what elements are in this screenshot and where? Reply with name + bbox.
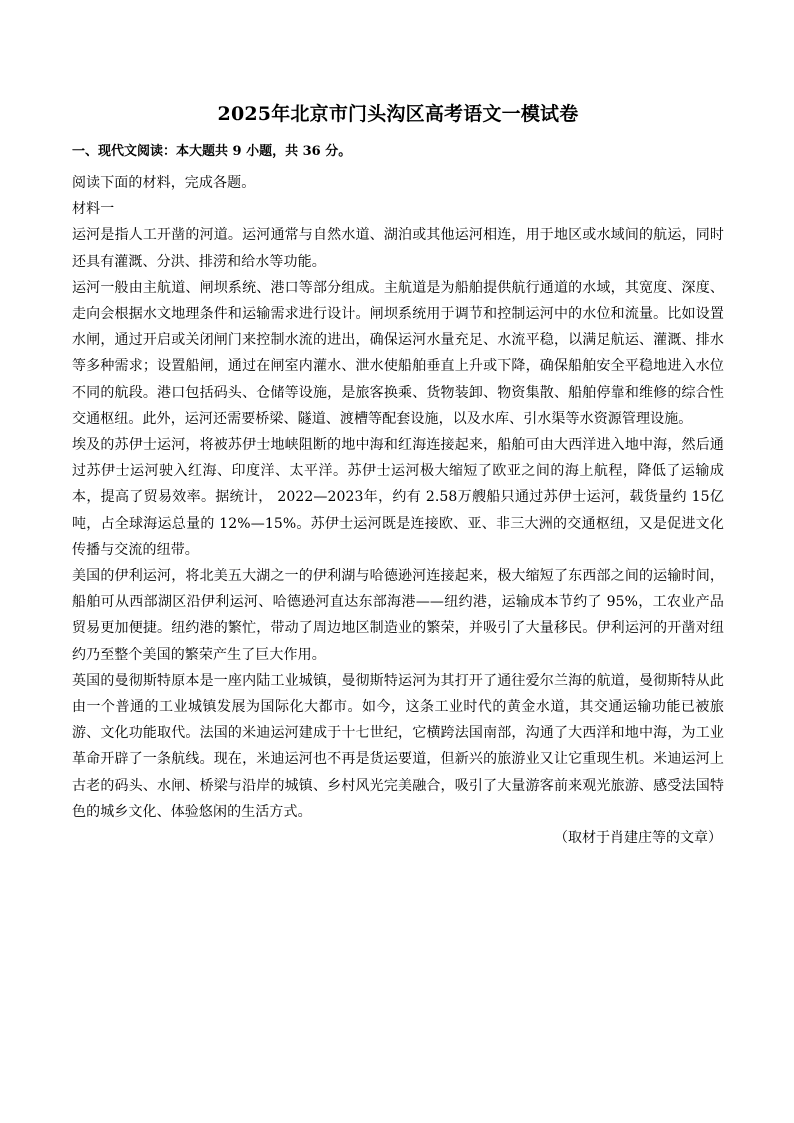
page-title: 2025年北京市门头沟区高考语文一模试卷 [217,103,579,125]
source-citation: （取材于肖建庄等的文章） [554,830,722,847]
paragraph-manchester-midi-canals: 英国的曼彻斯特原本是一座内陆工业城镇，曼彻斯特运河为其打开了通往爱尔兰海的航道，曼彻斯特从此由一个普通的工业城镇发展为国际化大都市。如今，这条工业时代的黄金水道，其交通运输功能已被旅游、文化功能取代。法国的米迪运河建成于十七世纪，它横跨法国南部，沟通了大西洋和地中海，为工业革命开辟了一条航线。现在，米迪运河也不再是货运要道，但新兴的旅游业又让它重现生机。米迪运河上古老的码头、水闸、桥梁与沿岸的城镇、乡村风光完美融合，吸引了大量游客前来观光旅游、感受法国特色的城乡文化、体验悠闲的生活方式。 [72,672,724,820]
paragraph-suez-canal: 埃及的苏伊士运河，将被苏伊士地峡阻断的地中海和红海连接起来，船舶可由大西洋进入地中海，然后通过苏伊士运河驶入红海、印度洋、太平洋。苏伊士运河极大缩短了欧亚之间的海上航程，降低了运输成本，提高了贸易效率。据统计， 2022—2023年，约有 2.58万艘船只通过苏伊士运河，载货量约 15亿吨，占全球海运总量的 12%—15%。苏伊士运河既是连接欧、亚、非三大洲的交通枢纽，又是促进文化传播与交流的纽带。 [72,437,724,558]
paragraph-canal-definition: 运河是指人工开凿的河道。运河通常与自然水道、湖泊或其他运河相连，用于地区或水域间的航运，同时还具有灌溉、分洪、排涝和给水等功能。 [72,227,724,270]
section-heading: 一、现代文阅读：本大题共 9 小题，共 36 分。 [72,144,352,159]
material-label: 材料一 [72,201,115,218]
exam-page [72,100,724,851]
paragraph-erie-canal: 美国的伊利运河，将北美五大湖之一的伊利湖与哈德逊河连接起来，极大缩短了东西部之间的运输时间，船舶可从西部湖区沿伊利运河、哈德逊河直达东部海港——纽约港，运输成本节约了 95%，工农业产品贸易更加便捷。纽约港的繁忙，带动了周边地区制造业的繁荣，并吸引了大量移民。伊利运河的开凿对纽约乃至整个美国的繁荣产生了巨大作用。 [72,568,724,663]
paragraph-canal-structure: 运河一般由主航道、闸坝系统、港口等部分组成。主航道是为船舶提供航行通道的水域，其宽度、深度、走向会根据水文地理条件和运输需求进行设计。闸坝系统用于调节和控制运河中的水位和流量。比如设置水闸，通过开启或关闭闸门来控制水流的进出，确保运河水量充足、水流平稳，以满足航运、灌溉、排水等多种需求；设置船闸，通过在闸室内灌水、泄水使船舶垂直上升或下降，确保船舶安全平稳地进入水位不同的航段。港口包括码头、仓储等设施，是旅客换乘、货物装卸、物资集散、船舶停靠和维修的综合性交通枢纽。此外，运河还需要桥梁、隧道、渡槽等配套设施，以及水库、引水渠等水资源管理设施。 [72,279,724,427]
instruction-text: 阅读下面的材料，完成各题。 [72,175,256,191]
